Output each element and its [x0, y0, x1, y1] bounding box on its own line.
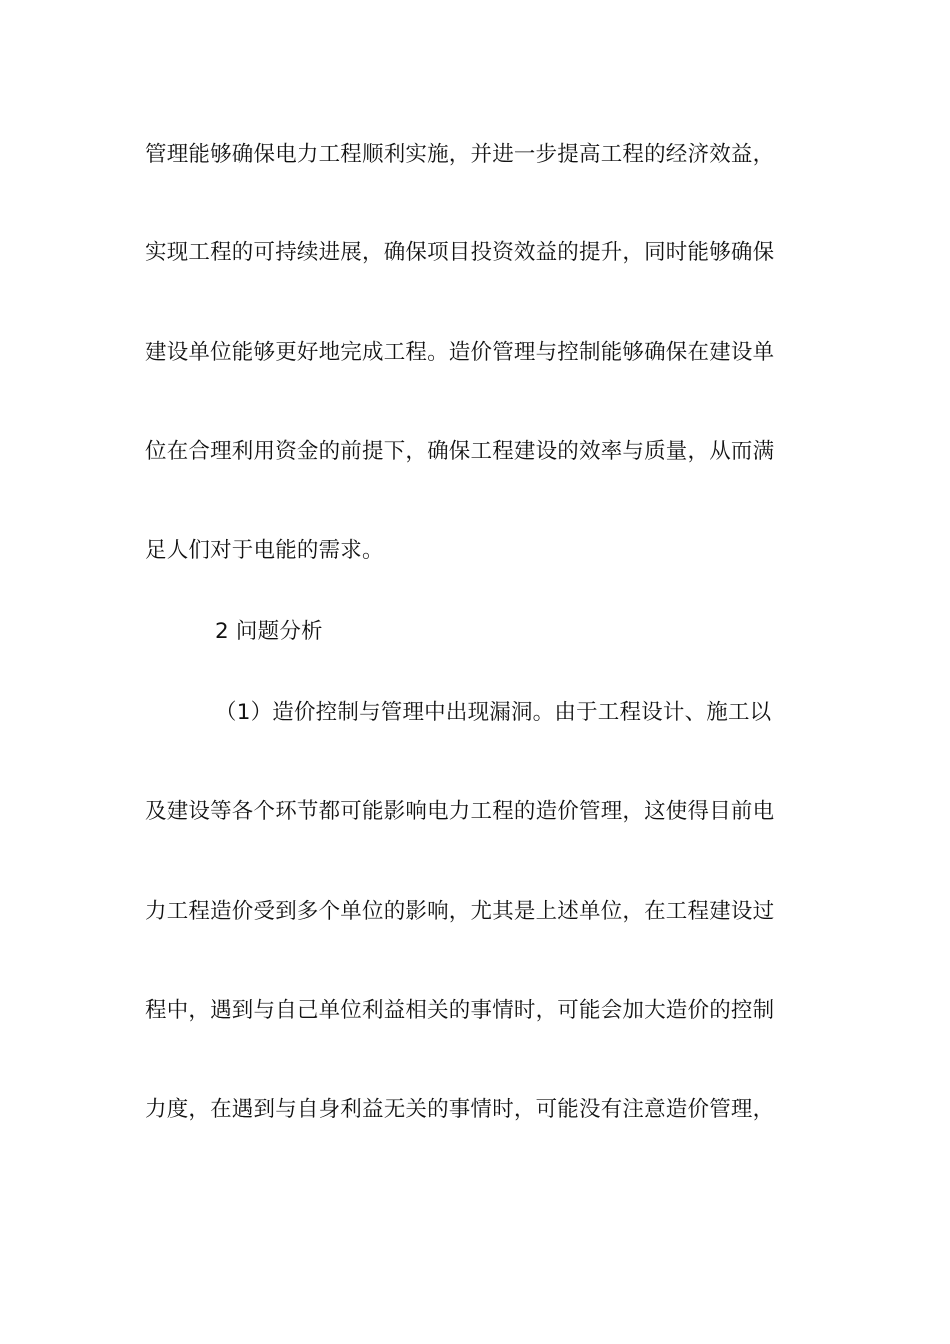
text-line: 位在合理利用资金的前提下，确保工程建设的效率与质量，从而满	[145, 439, 775, 464]
section-heading: 2 问题分析	[215, 619, 323, 644]
text-line: 建设单位能够更好地完成工程。造价管理与控制能够确保在建设单	[145, 340, 775, 365]
text-line: （1）造价控制与管理中出现漏洞。由于工程设计、施工以	[215, 700, 772, 725]
text-line: 力度，在遇到与自身利益无关的事情时，可能没有注意造价管理，	[145, 1097, 775, 1122]
text-line: 实现工程的可持续进展，确保项目投资效益的提升，同时能够确保	[145, 240, 775, 265]
text-line: 及建设等各个环节都可能影响电力工程的造价管理，这使得目前电	[145, 799, 775, 824]
text-line: 足人们对于电能的需求。	[145, 538, 384, 563]
text-line: 力工程造价受到多个单位的影响，尤其是上述单位，在工程建设过	[145, 899, 775, 924]
text-line: 程中，遇到与自己单位利益相关的事情时，可能会加大造价的控制	[145, 998, 775, 1023]
text-line: 管理能够确保电力工程顺利实施，并进一步提高工程的经济效益，	[145, 142, 775, 167]
